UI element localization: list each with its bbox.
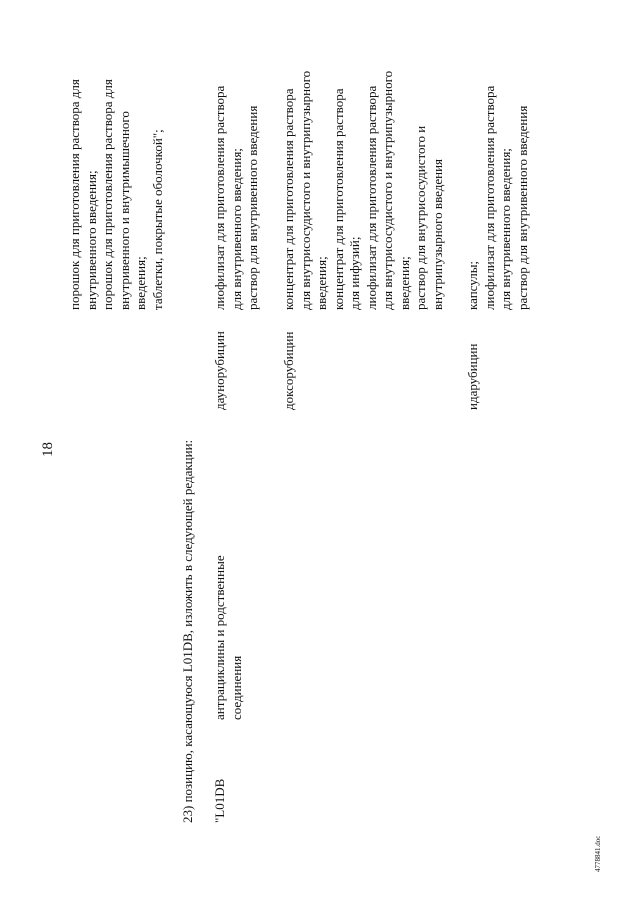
top-form-line: внутривенного и внутримышечного <box>116 111 132 310</box>
dosage-forms-doxorubicin <box>281 0 446 310</box>
form-line: для внутривенного введения; <box>498 148 513 310</box>
top-dosage-forms <box>67 0 166 310</box>
top-form-line: порошок для приготовления раствора для <box>67 79 82 310</box>
atc-group-name <box>212 555 245 720</box>
form-line: лиофилизат для приготовления раствора <box>363 85 379 310</box>
form-line: внутрипузырного введения <box>429 158 445 310</box>
form-line: для внутривенного введения; <box>228 148 244 310</box>
drug-name-daunorubicin: даунорубицин <box>212 331 227 410</box>
top-form-line: внутривенного введения; <box>83 170 99 310</box>
dosage-forms-idarubicin <box>465 0 531 310</box>
form-line: концентрат для приготовления раствора <box>281 88 296 310</box>
form-line: раствор для внутривенного введения <box>245 105 260 310</box>
file-tag: 4778841.doc <box>594 835 602 872</box>
form-line: лиофилизат для приготовления раствора <box>212 85 227 310</box>
form-line: для инфузий; <box>347 236 362 310</box>
top-form-line: введения; <box>133 256 148 310</box>
form-line: для внутрисосудистого и внутрипузырного <box>297 70 313 310</box>
atc-code: "L01DB <box>212 778 227 823</box>
drug-name-doxorubicin: доксорубицин <box>281 331 296 410</box>
form-line: раствор для внутрисосудистого и <box>413 125 428 310</box>
drug-name-idarubicin: идарубицин <box>465 343 480 410</box>
top-form-line: порошок для приготовления раствора для <box>100 79 115 310</box>
form-line: для внутрисосудистого и внутрипузырного <box>380 70 395 310</box>
group-line: соединения <box>228 655 244 720</box>
form-line: раствор для внутривенного введения <box>514 105 530 310</box>
form-line: введения; <box>314 256 329 310</box>
top-form-line: таблетки, покрытые оболочкой"; <box>149 129 165 310</box>
form-line: концентрат для приготовления раствора <box>330 88 346 310</box>
intro-line: 23) позицию, касающуюся L01DB, изложить в следующей редакции: <box>180 439 195 823</box>
form-line: введения; <box>396 256 412 310</box>
group-line: антрациклины и родственные <box>212 555 227 720</box>
form-line: капсулы; <box>465 260 480 310</box>
page-number: 18 <box>40 442 56 457</box>
dosage-forms-daunorubicin <box>212 0 262 310</box>
form-line: лиофилизат для приготовления раствора <box>481 85 497 310</box>
